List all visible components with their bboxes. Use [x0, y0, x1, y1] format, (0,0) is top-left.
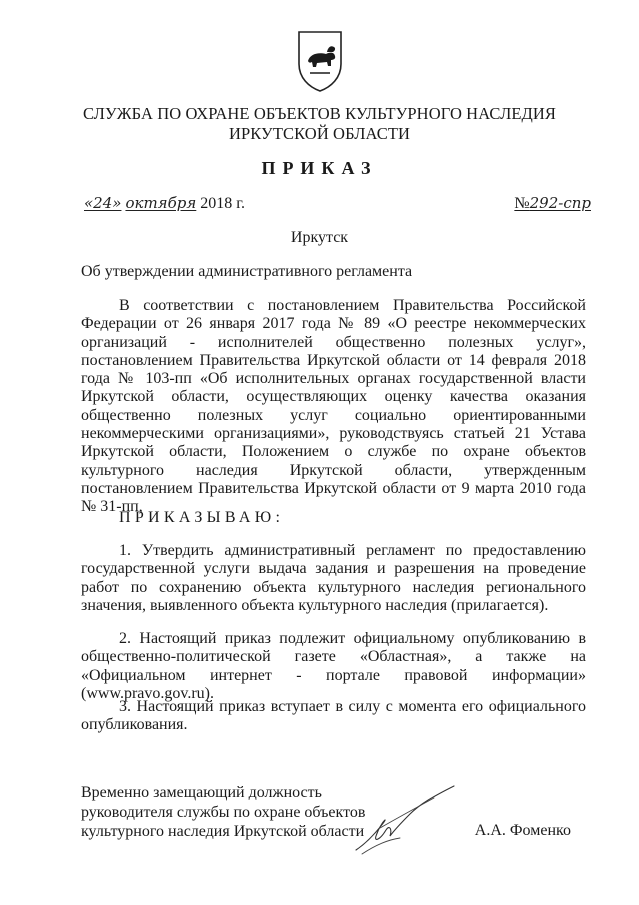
agency-name-line2: ИРКУТСКОЙ ОБЛАСТИ	[228, 124, 411, 143]
signatory-name: А.А. Фоменко	[474, 822, 571, 839]
order-item-3: 3. Настоящий приказ вступает в силу с момента его официального опубликования.	[81, 698, 586, 734]
position-line: руководителя службы по охране объектов	[81, 803, 366, 821]
document-number	[514, 194, 591, 213]
order-word: ПРИКАЗЫВАЮ:	[119, 509, 285, 526]
irkutsk-coat-of-arms-icon	[296, 30, 344, 92]
date-year: 2018 г.	[200, 195, 246, 212]
number-sign: №	[514, 195, 530, 212]
handwritten-signature	[350, 780, 460, 860]
order-item-2: 2. Настоящий приказ подлежит официальному опубликованию в общественно-политической газете «Областная», а также на «Официальном интернет - портале правовой информации» (www.pravo.gov.ru).	[81, 630, 586, 702]
document-date	[84, 194, 245, 213]
position-line: культурного наследия Иркутской области	[81, 823, 365, 840]
preamble-paragraph: В соответствии с постановлением Правительства Российской Федерации от 26 января 2017 года № 89 «О реестре некоммерческих организаций - исполнителей общественно полезных услуг», постановлением Правительства Иркутской области от 14 февраля 2018 года № 103-пп «Об исполнительных органах государственной власти Иркутской области, осуществляющих оценку качества оказания общественно полезных услуг социально ориентированными некоммерческими организациями», руководствуясь статьей 21 Устава Иркутской области, Положением о службе по охране объектов культурного наследия Иркутской области, утвержденным постановлением Правительства Иркутской области от 9 марта 2010 года № 31-пп,	[81, 297, 586, 516]
order-item-1: 1. Утвердить административный регламент по предоставлению государственной услуги выдача задания и разрешения на проведение работ по сохранению объекта культурного наследия регионального значения, выявленного объекта культурного наследия (прилагается).	[81, 542, 586, 614]
agency-name-line1: СЛУЖБА ПО ОХРАНЕ ОБЪЕКТОВ КУЛЬТУРНОГО НАСЛЕДИЯ	[82, 104, 557, 123]
date-day: «24»	[84, 194, 122, 212]
document-subject: Об утверждении административного регламента	[81, 263, 413, 280]
number-value: 292-спр	[529, 194, 591, 212]
city: Иркутск	[290, 229, 349, 246]
signatory-position	[81, 783, 365, 842]
document-title: ПРИКАЗ	[261, 158, 378, 178]
date-month: октября	[125, 194, 197, 212]
position-line: Временно замещающий должность	[81, 784, 322, 801]
